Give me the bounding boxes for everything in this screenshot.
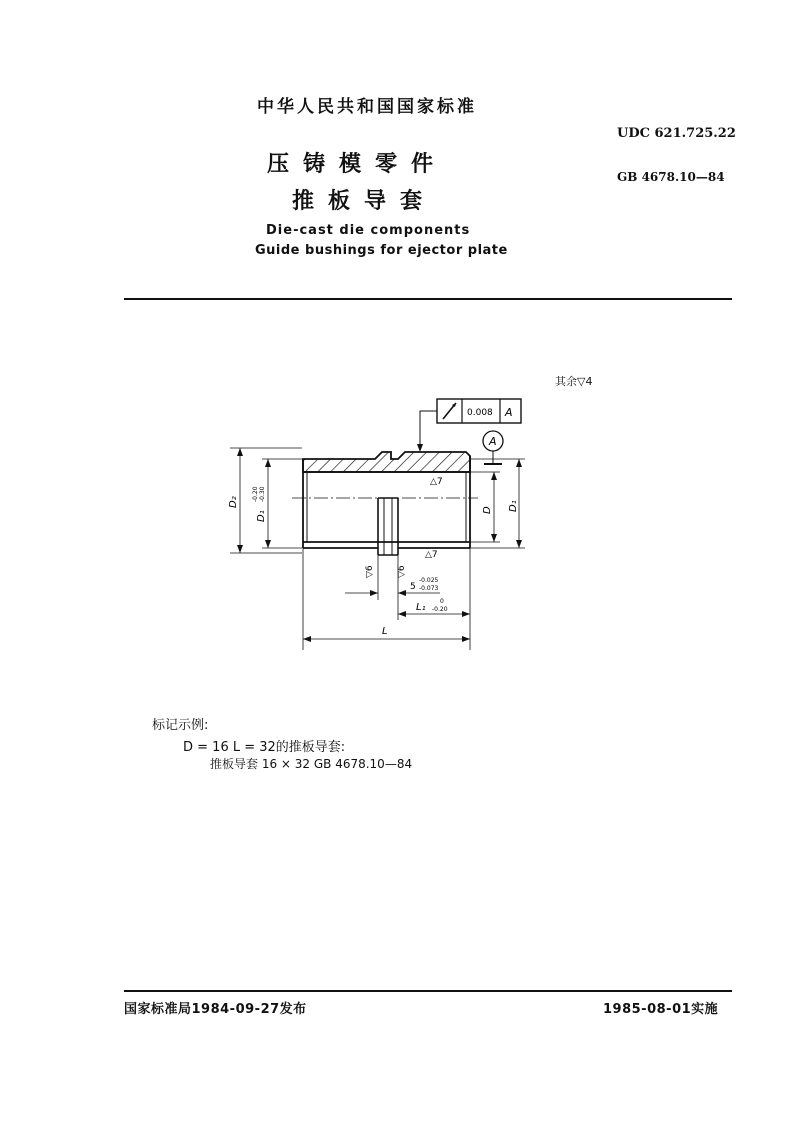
title-en-line1: Die-cast die components <box>266 223 471 238</box>
dim-l-label: L <box>382 626 388 637</box>
dim-groove-label: 5 <box>410 582 416 592</box>
tolerance-frame <box>417 399 521 452</box>
title-cn-line2: 推板导套 <box>292 189 437 214</box>
marking-example-line2: 推板导套 16 × 32 GB 4678.10—84 <box>210 757 413 771</box>
roughness-bottom: △7 <box>425 550 438 560</box>
marking-example-line1: D = 16 L = 32的推板导套: <box>183 740 346 755</box>
dimension-d <box>470 472 500 542</box>
dim-groove-upper-tol: -0.025 <box>419 577 439 584</box>
surface-roughness-rest-note: 其余▽4 <box>555 375 593 388</box>
tolerance-value: 0.008 <box>467 408 493 418</box>
dim-d2-label: D₂ <box>228 496 239 508</box>
bushing-section <box>292 452 478 555</box>
title-en-line2: Guide bushings for ejector plate <box>255 243 508 258</box>
dimension-l <box>303 548 470 650</box>
dim-d1-left-lower-tol: -0.30 <box>259 486 266 502</box>
dim-d1-right-label: D₁ <box>508 500 519 512</box>
datum-letter: A <box>489 435 497 448</box>
dimension-d1-left <box>252 459 302 548</box>
dim-groove-lower-tol: -0.073 <box>419 585 439 592</box>
dim-d1-left-label: D₁ <box>256 510 267 522</box>
dim-l1-upper-tol: 0 <box>440 598 444 605</box>
implementation-date: 1985-08-01实施 <box>603 1002 719 1017</box>
roughness-top: △7 <box>430 477 443 487</box>
title-cn-line1: 压铸模零件 <box>267 152 448 177</box>
roughness-groove-left: ▽6 <box>365 565 375 578</box>
issue-date: 国家标准局1984-09-27发布 <box>124 1002 307 1017</box>
roughness-groove-right: ▽6 <box>397 565 407 578</box>
marking-example-label: 标记示例: <box>152 718 209 733</box>
dim-d-label: D <box>482 506 493 514</box>
udc-number: UDC 621.725.22 <box>617 126 736 141</box>
standard-title: 中华人民共和国国家标准 <box>257 97 477 117</box>
dim-l1-label: L₁ <box>416 602 426 613</box>
gb-number: GB 4678.10—84 <box>617 170 725 184</box>
dimension-groove-width <box>345 555 440 620</box>
tolerance-datum: A <box>505 406 513 419</box>
footer-divider <box>124 990 732 992</box>
dimension-l1 <box>398 548 470 650</box>
dim-d1-left-upper-tol: -0.20 <box>252 486 259 502</box>
dim-l1-lower-tol: -0.20 <box>432 606 448 613</box>
